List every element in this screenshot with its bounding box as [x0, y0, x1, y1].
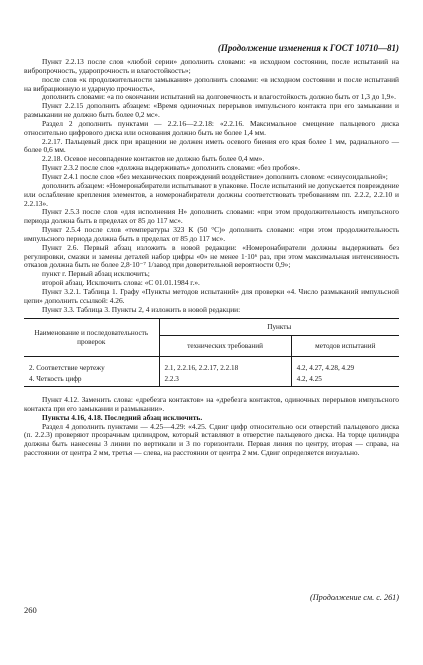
- column-header-methods: методов испытаний: [291, 335, 399, 356]
- main-text: [24, 58, 399, 458]
- paragraph: 2.2.18. Осевое несовпадение контактов не должно быть более 0,4 мм».: [42, 154, 265, 164]
- paragraph: дополнить словами: «а по окончании испытаний на долговечность и влагостойкость должно быть от 1,3 до 1,9».: [42, 92, 396, 102]
- paragraph: 2.2.17. Пальцевый диск при вращении не должен иметь осевого биения его края более 1 мм, радиального — более 0,6 мм.: [24, 136, 399, 155]
- paragraph: Пункт 2.4.1 после слов «без механических повреждений воздействие» дополнить словом: «синусоидальной»;: [42, 171, 388, 181]
- paragraph: пункт г. Первый абзац исключить;: [42, 269, 150, 279]
- table-row: [24, 357, 399, 374]
- paragraph: Пункт 2.5.3 после слов «для исполнения Н» дополнить словами: «при этом продолжительность импульсного периода должна быть в пределах от 85 до 117 мс».: [24, 207, 399, 226]
- paragraph: Раздел 2 дополнить пунктами — 2.2.16—2.2.18: «2.2.16. Максимальное смещение пальцевого диска относительно цифрового диска или основания должно быть не более 1,4 мм.: [24, 118, 399, 137]
- cell-name: 4. Четкость цифр: [24, 374, 159, 387]
- paragraph: дополнить абзацем: «Номеронабиратели испытывают в упаковке. После испытаний не допускается повреждение или ослабление крепления элементов, а номеронабиратели должны соответствовать требованиям пп. 2.2.2, 2.2.10 и 2.2.13».: [24, 180, 399, 208]
- column-group-header: Пункты: [159, 319, 399, 335]
- cell-methods: 4.2, 4.25: [291, 374, 399, 387]
- cell-requirements: 2.2.3: [159, 374, 291, 387]
- paragraph: Пункт 3.2.1. Таблица 1. Графу «Пункты методов испытаний» для проверки «4. Число размыканий импульсной цепи» дополнить ссылкой: 4.26.: [24, 286, 399, 305]
- paragraph: Пункты 4.16, 4.18. Последний абзац исключить.: [42, 412, 203, 422]
- table-3: [24, 318, 399, 387]
- page-number: 260: [24, 605, 37, 615]
- paragraph: Пункт 2.3.2 после слов «должна выдерживать» дополнить словами: «без пробоя».: [42, 163, 300, 173]
- paragraph: после слов «к продолжительности замыкания» дополнить словами: «в исходном состоянии и после испытаний на вибрационную и ударную прочность»,: [24, 74, 399, 93]
- table-row: [24, 374, 399, 387]
- cell-requirements: 2.1, 2.2.16, 2.2.17, 2.2.18: [159, 357, 291, 374]
- cell-name: 2. Соответствие чертежу: [24, 357, 159, 374]
- paragraph: Пункт 3.3. Таблица 3. Пункты 2, 4 изложить в новой редакции:: [42, 304, 241, 314]
- continuation-note: (Продолжение см. с. 261): [310, 593, 399, 602]
- paragraph: Пункт 2.6. Первый абзац изложить в новой редакции: «Номеронабиратели должны выдерживать без регулировки, смазки и замены деталей набор цифры «0» не менее 1·10⁶ раз, при этом максимальная интенсивность отказов должна быть не более 2,8·10⁻⁷ 1/завод при доверительной вероятности 0,9»;: [24, 242, 399, 270]
- paragraph: Раздел 4 дополнить пунктами — 4.25—4.29: «4.25. Сдвиг цифр относительно оси отверстий пальцевого диска (п. 2.2.3) проверяют прозрачным цилиндром, который вставляют в отверстие пальцевого диска. На торце цилиндра должны быть нанесены 3 линии по вертикали и 3 по горизонтали. Первая линия по центру, вторая — справа, на расстоянии от центра 2 мм, третья — слева, на расстоянии от центра 2 мм. Сдвиг определяется визуально.: [24, 421, 399, 458]
- paragraph: Пункт 2.2.15 дополнить абзацем: «Время одиночных перерывов импульсного контакта при его замыкании и размыкании не должно быть более 0,2 мс».: [24, 101, 399, 120]
- paragraph: Пункт 2.5.4 после слов «температуры 323 К (50 °С)» дополнить словами: «при этом продолжительность импульсного периода должна быть в пределах от 85 до 117 мс».: [24, 225, 399, 243]
- column-header-requirements: технических требований: [159, 335, 291, 356]
- paragraph: Пункт 4.12. Заменить слова: «дребезга контактов» на «дребезга контактов, одиночных перерывов импульсного контакта при его замыкании и размыкании».: [24, 395, 399, 413]
- running-header: (Продолжение изменения к ГОСТ 10710—81): [217, 43, 399, 53]
- cell-methods: 4.2, 4.27, 4.28, 4.29: [296, 364, 355, 373]
- column-header-name: Наименование и последовательность проверок: [24, 319, 159, 357]
- paragraph: второй абзац. Исключить слова: «С 01.01.1984 г.».: [42, 278, 200, 288]
- paragraph: Пункт 2.2.13 после слов «любой серии» дополнить словами: «в исходном состоянии, после испытаний на вибропрочность, ударопрочность и влагостойкость»;: [24, 57, 399, 75]
